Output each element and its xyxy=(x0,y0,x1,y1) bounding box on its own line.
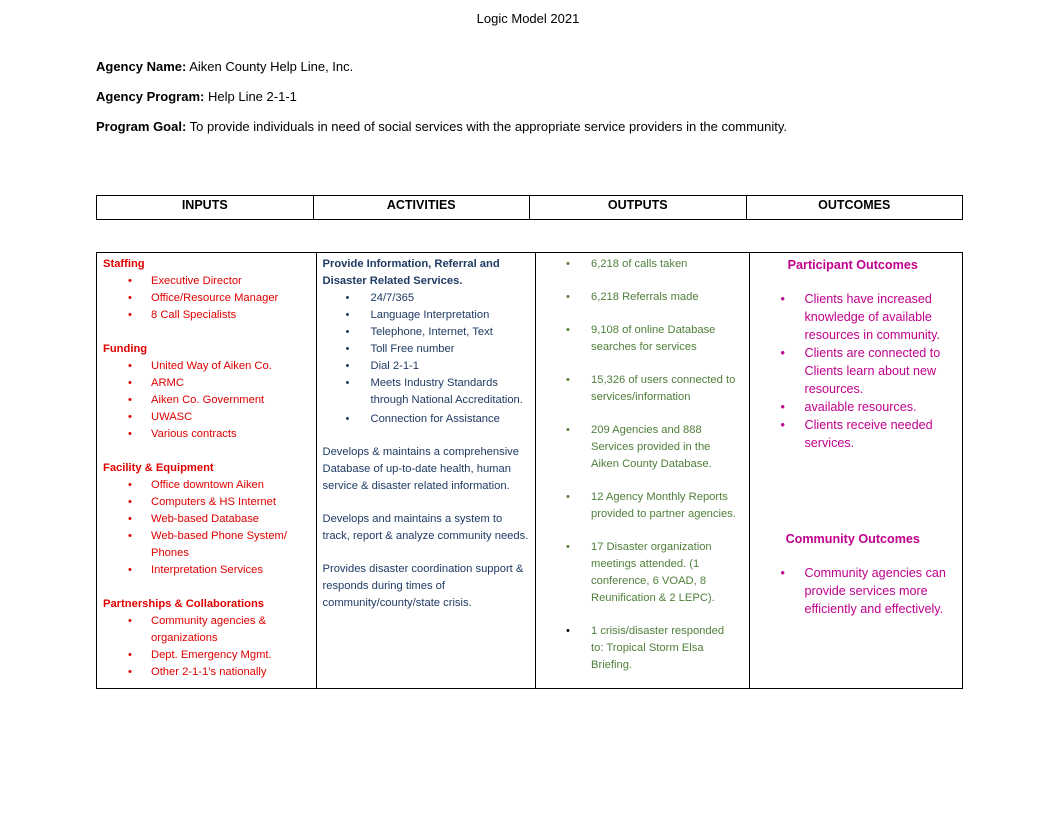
list-item: • Office/Resource Manager xyxy=(103,290,310,307)
list-item: • Telephone, Internet, Text xyxy=(323,324,530,341)
list-item: • United Way of Aiken Co. xyxy=(103,358,310,375)
list-item: • 8 Call Specialists xyxy=(103,307,310,324)
header-outputs: OUTPUTS xyxy=(529,196,746,219)
outputs-list xyxy=(536,256,743,674)
activities-paragraph: Develops and maintains a system to track, report & analyze community needs. xyxy=(322,513,529,542)
list-item: • Clients are connected to Clients learn about new resources. xyxy=(750,344,957,398)
document-title: Logic Model 2021 xyxy=(476,11,580,26)
list-item: • Web-based Phone System/ Phones xyxy=(103,528,310,562)
community-outcomes-heading: Community Outcomes xyxy=(785,532,920,546)
outputs-column xyxy=(535,253,749,688)
facility-list xyxy=(103,477,310,579)
agency-name-value: Aiken County Help Line, Inc. xyxy=(186,59,354,74)
agency-name-label: Agency Name: xyxy=(96,59,187,74)
list-item: • Web-based Database xyxy=(103,511,310,528)
list-item: • Clients have increased knowledge of available resources in community. xyxy=(750,290,957,344)
list-item: • 17 Disaster organization meetings attended. (1 conference, 6 VOAD, 8 Reunification & 2 LEPC). xyxy=(536,539,743,607)
facility-heading: Facility & Equipment xyxy=(103,462,214,474)
list-item: • 6,218 of calls taken xyxy=(536,256,743,273)
participant-outcomes-list xyxy=(750,290,957,452)
program-goal-label: Program Goal: xyxy=(96,119,187,134)
column-header-row xyxy=(96,195,963,220)
activities-list xyxy=(323,290,530,428)
list-item: • Dept. Emergency Mgmt. xyxy=(103,647,310,664)
list-item: • ARMC xyxy=(103,375,310,392)
agency-program-line xyxy=(96,89,297,104)
list-item: • Toll Free number xyxy=(323,341,530,358)
activities-paragraph: Provides disaster coordination support & responds during times of community/county/state crisis. xyxy=(322,563,524,609)
list-item: • Language Interpretation xyxy=(323,307,530,324)
program-goal-line xyxy=(96,119,787,134)
partnerships-heading: Partnerships & Collaborations xyxy=(103,598,265,610)
list-item: • Meets Industry Standards through National Accreditation. xyxy=(323,375,530,409)
activities-column xyxy=(316,253,536,688)
list-item: • 12 Agency Monthly Reports provided to partner agencies. xyxy=(536,489,743,523)
list-item: • Executive Director xyxy=(103,273,310,290)
header-inputs: INPUTS xyxy=(181,198,228,212)
list-item: • Community agencies & organizations xyxy=(103,613,310,647)
logic-model-table xyxy=(96,252,963,689)
list-item: • 15,326 of users connected to services/information xyxy=(536,372,743,406)
list-item: • Office downtown Aiken xyxy=(103,477,310,494)
list-item: • 6,218 Referrals made xyxy=(536,289,743,306)
partnerships-list xyxy=(103,613,310,681)
staffing-heading: Staffing xyxy=(103,258,145,270)
list-item: • Dial 2-1-1 xyxy=(323,358,530,375)
list-item: • Interpretation Services xyxy=(103,562,310,579)
list-item: • 24/7/365 xyxy=(323,290,530,307)
list-item: • Connection for Assistance xyxy=(323,411,530,428)
header-outcomes: OUTCOMES xyxy=(746,196,963,219)
list-item: • Computers & HS Internet xyxy=(103,494,310,511)
inputs-column xyxy=(97,253,316,688)
agency-program-value: Help Line 2-1-1 xyxy=(204,89,297,104)
header-activities: ACTIVITIES xyxy=(313,196,530,219)
list-item: • Clients receive needed services. xyxy=(750,416,957,452)
list-item: • 9,108 of online Database searches for services xyxy=(536,322,743,356)
funding-list xyxy=(103,358,310,443)
list-item: • 209 Agencies and 888 Services provided in the Aiken County Database. xyxy=(536,422,743,473)
list-item: • available resources. xyxy=(750,398,957,416)
funding-heading: Funding xyxy=(103,343,148,355)
community-outcomes-list xyxy=(750,564,957,618)
activities-paragraph: Develops & maintains a comprehensive Database of up-to-date health, human service & disaster related information. xyxy=(322,446,520,492)
list-item: • UWASC xyxy=(103,409,310,426)
activities-lead: Provide Information, Referral and Disaster Related Services. xyxy=(322,258,500,287)
staffing-list xyxy=(103,273,310,324)
list-item: • Community agencies can provide services more efficiently and effectively. xyxy=(750,564,957,618)
program-goal-value: To provide individuals in need of social services with the appropriate service providers in the community. xyxy=(186,119,788,134)
list-item: • Other 2-1-1’s nationally xyxy=(103,664,310,681)
agency-program-label: Agency Program: xyxy=(96,89,205,104)
list-item: • Various contracts xyxy=(103,426,310,443)
list-item: • Aiken Co. Government xyxy=(103,392,310,409)
participant-outcomes-heading: Participant Outcomes xyxy=(787,258,918,272)
outcomes-column xyxy=(749,253,963,688)
list-item: • 1 crisis/disaster responded to: Tropical Storm Elsa Briefing. xyxy=(536,623,743,674)
agency-name-line xyxy=(96,59,353,74)
